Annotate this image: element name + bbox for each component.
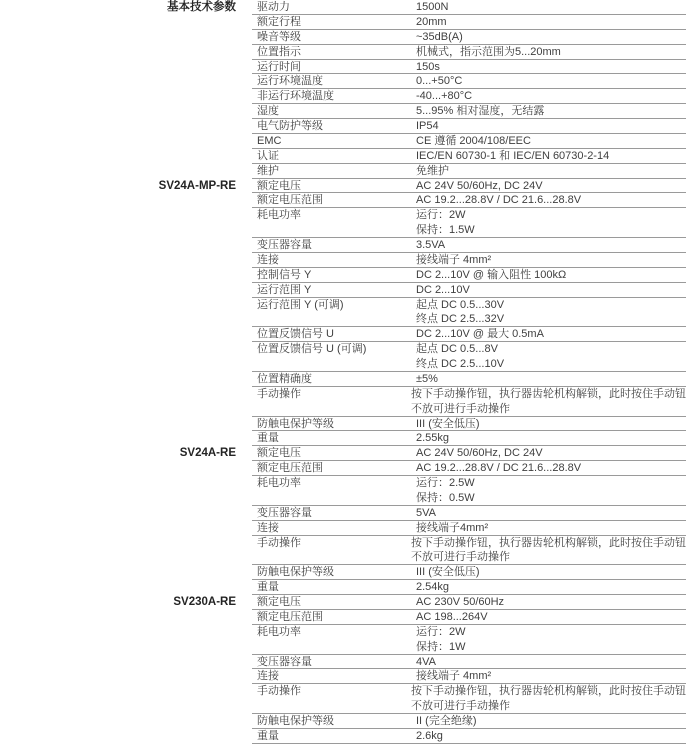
- value-line: 2.6kg: [416, 729, 443, 742]
- section-label: SV24A-MP-RE: [158, 179, 236, 192]
- param-name: 耗电功率: [257, 477, 301, 489]
- param-name: 重量: [257, 729, 279, 742]
- param-name: 连接: [257, 521, 279, 534]
- section-label-empty: [0, 298, 252, 328]
- value-line: 接线端子 4mm²: [416, 253, 492, 266]
- row-body: [252, 417, 686, 432]
- param-name: 非运行环境温度: [257, 90, 334, 103]
- row-body: [252, 149, 686, 164]
- table-row: [0, 74, 686, 89]
- table-row: [0, 476, 686, 506]
- param-name: 额定电压: [257, 596, 301, 608]
- table-row: [0, 89, 686, 104]
- row-body: [252, 193, 686, 208]
- row-body: [252, 446, 686, 461]
- table-row: [0, 729, 686, 744]
- param-value: [416, 15, 686, 29]
- row-body: [252, 15, 686, 30]
- section-label-empty: [0, 164, 252, 179]
- table-row: [0, 208, 686, 238]
- param-name: 维护: [257, 164, 279, 177]
- value-line: 1500N: [416, 1, 449, 13]
- param-value: [416, 446, 686, 460]
- param-value: [416, 193, 686, 207]
- table-row: [0, 164, 686, 179]
- table-row: [0, 610, 686, 625]
- param-name: 湿度: [257, 105, 279, 118]
- param-name: 运行环境温度: [257, 75, 323, 88]
- value-line: -40...+80°C: [416, 90, 473, 103]
- param-value: [416, 60, 686, 74]
- param-value: [416, 149, 686, 163]
- value-line: 保持：1W: [416, 640, 466, 653]
- section-label-empty: [0, 283, 252, 298]
- value-line: 2.54kg: [416, 581, 450, 594]
- value-line: 终点 DC 2.5...10V: [416, 358, 505, 370]
- row-body: [252, 104, 686, 119]
- section-label-empty: [0, 119, 252, 134]
- section-label-empty: [0, 104, 252, 119]
- param-value: [416, 372, 686, 386]
- value-line: 不放可进行手动操作: [411, 551, 510, 564]
- table-row: [0, 134, 686, 149]
- value-line: ±5%: [416, 372, 438, 385]
- table-row: [0, 30, 686, 45]
- row-body: [252, 610, 686, 625]
- value-line: AC 198...264V: [416, 610, 488, 623]
- table-row: [0, 268, 686, 283]
- param-value: [416, 238, 686, 252]
- row-body: [252, 521, 686, 536]
- section-label-empty: [0, 238, 252, 253]
- param-value: [416, 164, 686, 178]
- table-row: [0, 253, 686, 268]
- table-row: [0, 119, 686, 134]
- value-line: III (安全低压): [416, 417, 480, 430]
- table-row: [0, 595, 686, 610]
- param-value: [416, 342, 686, 371]
- value-line: 2.55kg: [416, 432, 450, 445]
- table-row: [0, 342, 686, 372]
- param-value: [416, 253, 686, 267]
- row-body: [252, 253, 686, 268]
- table-row: [0, 283, 686, 298]
- section-label-empty: [0, 45, 252, 60]
- section-label-empty: [0, 60, 252, 75]
- section-label-empty: [0, 655, 252, 670]
- section-label: 基本技术参数: [167, 1, 236, 13]
- value-line: 保持：1.5W: [416, 224, 475, 237]
- table-row: [0, 536, 686, 566]
- section-label-empty: [0, 208, 252, 238]
- section-label-empty: [0, 714, 252, 729]
- row-body: [252, 580, 686, 595]
- table-row: [0, 298, 686, 328]
- param-value: [416, 625, 686, 654]
- param-value: [416, 0, 686, 14]
- value-line: IEC/EN 60730-1 和 IEC/EN 60730-2-14: [416, 149, 610, 162]
- section-label-empty: [0, 565, 252, 580]
- row-body: [252, 298, 686, 328]
- row-body: [252, 669, 686, 684]
- value-line: 接线端子4mm²: [416, 521, 489, 534]
- row-body: [252, 684, 686, 714]
- section-label: SV24A-RE: [179, 447, 236, 460]
- table-row: [0, 0, 686, 15]
- value-line: 4VA: [416, 655, 436, 668]
- param-value: [416, 45, 686, 59]
- section-label-empty: [0, 268, 252, 283]
- param-name: 位置精确度: [257, 372, 312, 385]
- row-body: [252, 476, 686, 506]
- row-body: [252, 536, 686, 566]
- table-row: [0, 684, 686, 714]
- row-body: [252, 238, 686, 253]
- param-name: 额定电压范围: [257, 462, 323, 475]
- value-line: DC 2...10V @ 输入阻性 100kΩ: [416, 268, 567, 281]
- row-body: [252, 45, 686, 60]
- section-label-empty: [0, 729, 252, 744]
- table-row: [0, 461, 686, 476]
- param-value: [416, 521, 686, 535]
- value-line: IP54: [416, 120, 439, 132]
- table-row: [0, 327, 686, 342]
- row-body: [252, 595, 686, 610]
- value-line: CE 遵循 2004/108/EEC: [416, 134, 531, 147]
- param-name: 运行范围 Y (可调): [257, 298, 344, 311]
- section-label-empty: [0, 610, 252, 625]
- section-label-empty: [0, 536, 252, 566]
- table-row: [0, 417, 686, 432]
- value-line: 不放可进行手动操作: [411, 402, 510, 415]
- value-line: 免维护: [416, 164, 449, 177]
- param-name: 防触电保护等级: [257, 566, 334, 579]
- section-label-empty: [0, 521, 252, 536]
- row-body: [252, 655, 686, 670]
- row-body: [252, 268, 686, 283]
- row-body: [252, 74, 686, 89]
- param-name: 变压器容量: [257, 239, 312, 251]
- param-name: 额定行程: [257, 15, 301, 28]
- value-line: 5...95% 相对湿度，无结露: [416, 105, 545, 118]
- section-label-empty: [0, 476, 252, 506]
- param-value: [416, 714, 686, 728]
- param-name: 噪音等级: [257, 30, 301, 43]
- param-name: 手动操作: [257, 536, 301, 549]
- row-body: [252, 283, 686, 298]
- param-name: 额定电压范围: [257, 610, 323, 623]
- param-value: [416, 580, 686, 594]
- section-label-empty: [0, 417, 252, 432]
- param-value: [416, 74, 686, 88]
- table-row: [0, 506, 686, 521]
- row-body: [252, 60, 686, 75]
- param-name: 位置反馈信号 U (可调): [257, 343, 367, 356]
- param-value: [416, 119, 686, 133]
- param-name: 重量: [257, 432, 279, 445]
- param-value: [416, 610, 686, 624]
- section-label-empty: [0, 342, 252, 372]
- param-value: [416, 283, 686, 297]
- param-name: 位置反馈信号 U: [257, 328, 334, 341]
- table-row: [0, 60, 686, 75]
- value-line: 按下手动操作钮，执行器齿轮机构解锁，此时按住手动钮: [411, 536, 686, 549]
- row-body: [252, 134, 686, 149]
- section-label-empty: [0, 193, 252, 208]
- section-label-empty: [0, 461, 252, 476]
- table-row: [0, 104, 686, 119]
- param-name: 额定电压: [257, 179, 301, 192]
- row-body: [252, 461, 686, 476]
- value-line: 起点 DC 0.5...8V: [416, 343, 498, 356]
- param-value: [416, 431, 686, 445]
- value-line: 终点 DC 2.5...32V: [416, 313, 505, 326]
- param-name: 耗电功率: [257, 625, 301, 638]
- table-row: [0, 669, 686, 684]
- param-value: [416, 729, 686, 743]
- section-label-empty: [0, 669, 252, 684]
- value-line: 运行：2.5W: [416, 477, 475, 489]
- value-line: 机械式，指示范围为5...20mm: [416, 45, 561, 58]
- row-body: [252, 387, 686, 417]
- param-value: [416, 298, 686, 327]
- table-row: [0, 387, 686, 417]
- param-value: [411, 536, 686, 565]
- table-row: [0, 431, 686, 446]
- param-value: [411, 684, 686, 713]
- value-line: AC 24V 50/60Hz, DC 24V: [416, 447, 543, 460]
- param-name: EMC: [257, 134, 282, 147]
- row-body: [252, 729, 686, 744]
- table-row: [0, 15, 686, 30]
- value-line: AC 24V 50/60Hz, DC 24V: [416, 179, 543, 192]
- value-line: 3.5VA: [416, 239, 446, 251]
- param-name: 电气防护等级: [257, 120, 323, 132]
- section-label-empty: [0, 431, 252, 446]
- param-value: [416, 565, 686, 579]
- value-line: 150s: [416, 60, 440, 73]
- param-value: [416, 134, 686, 148]
- section-label-empty: [0, 74, 252, 89]
- table-row: [0, 565, 686, 580]
- param-value: [416, 30, 686, 44]
- param-name: 防触电保护等级: [257, 417, 334, 430]
- value-line: DC 2...10V: [416, 283, 470, 296]
- table-row: [0, 238, 686, 253]
- row-body: [252, 164, 686, 179]
- table-row: [0, 193, 686, 208]
- value-line: 5VA: [416, 506, 436, 519]
- param-name: 防触电保护等级: [257, 715, 334, 727]
- param-value: [416, 179, 686, 193]
- param-name: 额定电压: [257, 447, 301, 460]
- section-label-empty: [0, 372, 252, 387]
- param-value: [416, 595, 686, 609]
- table-row: [0, 179, 686, 194]
- value-line: 0...+50°C: [416, 75, 463, 88]
- table-row: [0, 580, 686, 595]
- param-name: 认证: [257, 149, 279, 162]
- section-label: SV230A-RE: [173, 596, 236, 608]
- table-row: [0, 655, 686, 670]
- param-name: 手动操作: [257, 387, 301, 400]
- row-body: [252, 0, 686, 15]
- section-label-empty: [0, 625, 252, 655]
- param-value: [416, 268, 686, 282]
- value-line: AC 19.2...28.8V / DC 21.6...28.8V: [416, 462, 582, 475]
- value-line: 起点 DC 0.5...30V: [416, 298, 505, 311]
- value-line: AC 230V 50/60Hz: [416, 596, 505, 608]
- param-value: [416, 104, 686, 118]
- param-name: 位置指示: [257, 45, 301, 58]
- param-name: 变压器容量: [257, 506, 312, 519]
- value-line: 按下手动操作钮，执行器齿轮机构解锁，此时按住手动钮: [411, 685, 686, 698]
- section-label-empty: [0, 684, 252, 714]
- value-line: ~35dB(A): [416, 30, 463, 43]
- param-name: 运行时间: [257, 60, 301, 73]
- section-label-empty: [0, 30, 252, 45]
- row-body: [252, 431, 686, 446]
- value-line: III (安全低压): [416, 566, 480, 579]
- section-label-empty: [0, 580, 252, 595]
- section-label-empty: [0, 15, 252, 30]
- section-label-empty: [0, 134, 252, 149]
- param-name: 额定电压范围: [257, 194, 323, 207]
- row-body: [252, 30, 686, 45]
- row-body: [252, 179, 686, 194]
- value-line: 保持：0.5W: [416, 491, 475, 504]
- table-row: [0, 446, 686, 461]
- table-row: [0, 714, 686, 729]
- value-line: DC 2...10V @ 最大 0.5mA: [416, 328, 544, 341]
- param-name: 手动操作: [257, 685, 301, 698]
- param-value: [416, 89, 686, 103]
- table-row: [0, 45, 686, 60]
- section-label-empty: [0, 506, 252, 521]
- row-body: [252, 625, 686, 655]
- row-body: [252, 372, 686, 387]
- row-body: [252, 119, 686, 134]
- param-value: [416, 506, 686, 520]
- value-line: 接线端子 4mm²: [416, 670, 492, 683]
- section-label-empty: [0, 149, 252, 164]
- param-name: 耗电功率: [257, 209, 301, 222]
- table-row: [0, 625, 686, 655]
- row-body: [252, 327, 686, 342]
- value-line: AC 19.2...28.8V / DC 21.6...28.8V: [416, 194, 582, 207]
- param-name: 驱动力: [257, 1, 290, 13]
- row-body: [252, 714, 686, 729]
- row-body: [252, 342, 686, 372]
- value-line: 不放可进行手动操作: [411, 700, 510, 713]
- param-value: [416, 327, 686, 341]
- param-name: 重量: [257, 581, 279, 594]
- section-label-empty: [0, 327, 252, 342]
- value-line: 运行：2W: [416, 625, 466, 638]
- value-line: II (完全绝缘): [416, 715, 477, 727]
- param-name: 控制信号 Y: [257, 268, 312, 281]
- section-label-empty: [0, 89, 252, 104]
- section-label-empty: [0, 253, 252, 268]
- table-row: [0, 372, 686, 387]
- param-name: 运行范围 Y: [257, 283, 312, 296]
- param-name: 变压器容量: [257, 655, 312, 668]
- table-row: [0, 149, 686, 164]
- param-value: [416, 417, 686, 431]
- param-value: [416, 669, 686, 683]
- param-value: [416, 655, 686, 669]
- param-name: 连接: [257, 670, 279, 683]
- row-body: [252, 208, 686, 238]
- row-body: [252, 506, 686, 521]
- value-line: 20mm: [416, 15, 447, 28]
- row-body: [252, 565, 686, 580]
- param-value: [416, 476, 686, 505]
- section-label-empty: [0, 387, 252, 417]
- row-body: [252, 89, 686, 104]
- table-row: [0, 521, 686, 536]
- param-value: [416, 208, 686, 237]
- param-value: [416, 461, 686, 475]
- param-name: 连接: [257, 253, 279, 266]
- value-line: 运行：2W: [416, 209, 466, 222]
- value-line: 按下手动操作钮，执行器齿轮机构解锁，此时按住手动钮: [411, 387, 686, 400]
- param-value: [411, 387, 686, 416]
